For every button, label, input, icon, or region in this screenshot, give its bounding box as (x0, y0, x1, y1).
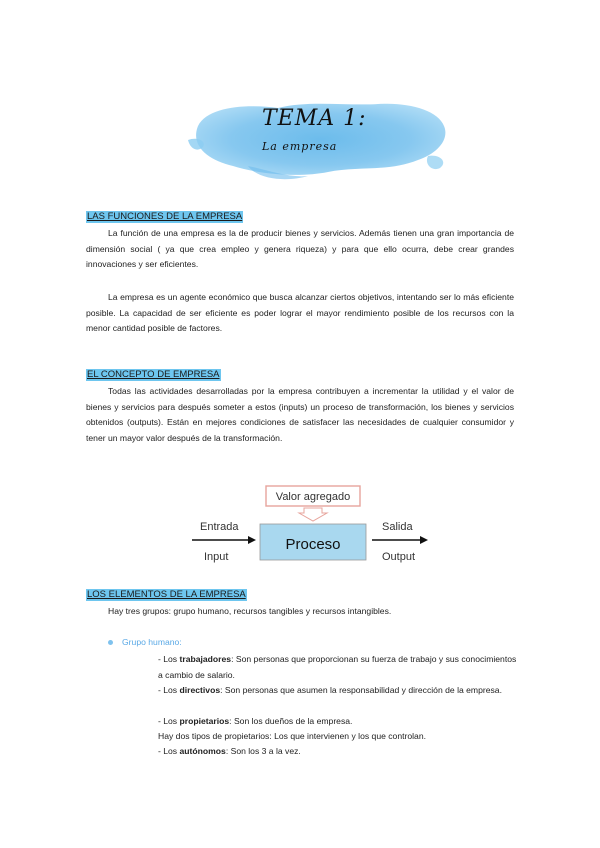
item-autonomos: - Los autónomos: Son los 3 a la vez. (158, 746, 301, 756)
output-label: Output (382, 551, 416, 563)
funciones-paragraph-2: La empresa es un agente económico que busca alcanzar ciertos objetivos, intentando ser lo más eficiente posible. La capacidad de ser eficiente es poder lograr el mayor rendimiento posible de los recursos con la menor cantidad posible de factores. (86, 292, 514, 333)
valor-agregado-label: Valor agregado (275, 491, 351, 503)
page-title: TEMA 1: (262, 106, 367, 131)
elementos-paragraph-1: Hay tres grupos: grupo humano, recursos tangibles y recursos intangibles. (108, 606, 392, 616)
right-arrow-icon (248, 536, 256, 544)
proceso-label: Proceso (285, 536, 341, 553)
item-tipos-propietarios: Hay dos tipos de propietarios: Los que intervienen y los que controlan. (158, 731, 427, 741)
bullet-label: Grupo humano: (122, 637, 182, 647)
heading-funciones: LAS FUNCIONES DE LA EMPRESA (87, 211, 243, 222)
process-diagram (190, 484, 430, 574)
down-arrow-icon (299, 508, 327, 521)
item-propietarios: - Los propietarios: Son los dueños de la empresa. (158, 716, 353, 726)
item-trabajadores: - Los trabajadores: Son personas que proporcionan su fuerza de trabajo y sus conocimientos a cambio de salario. (158, 654, 517, 680)
heading-elementos: LOS ELEMENTOS DE LA EMPRESA (87, 589, 246, 600)
concepto-paragraph-1: Todas las actividades desarrolladas por la empresa contribuyen a incrementar la utilidad y el valor de bienes y servicios para después someter a estos (inputs) un proceso de transformación, los bienes y servicios obtenidos (outputs). Están en mejores condiciones de satisfacer las necesidades de cualquier consumidor y tener un mayor valor después de la transformación. (86, 386, 514, 443)
funciones-paragraph-1: La función de una empresa es la de producir bienes y servicios. Además tienen una gran importancia de dimensión social ( ya que crea empleo y genera riqueza) y para que ello ocurra, debe crear grandes innovaciones y ser eficientes. (86, 228, 514, 269)
process-diagram-svg (190, 484, 430, 574)
item-directivos: - Los directivos: Son personas que asumen la responsabilidad y dirección de la empresa. (158, 685, 502, 695)
right-arrow-icon (420, 536, 428, 544)
input-label: Input (204, 551, 229, 563)
salida-label: Salida (382, 521, 413, 533)
bullet-dot-icon (108, 640, 113, 645)
page-subtitle: La empresa (262, 140, 338, 153)
entrada-label: Entrada (200, 521, 239, 533)
heading-concepto: EL CONCEPTO DE EMPRESA (87, 369, 220, 380)
